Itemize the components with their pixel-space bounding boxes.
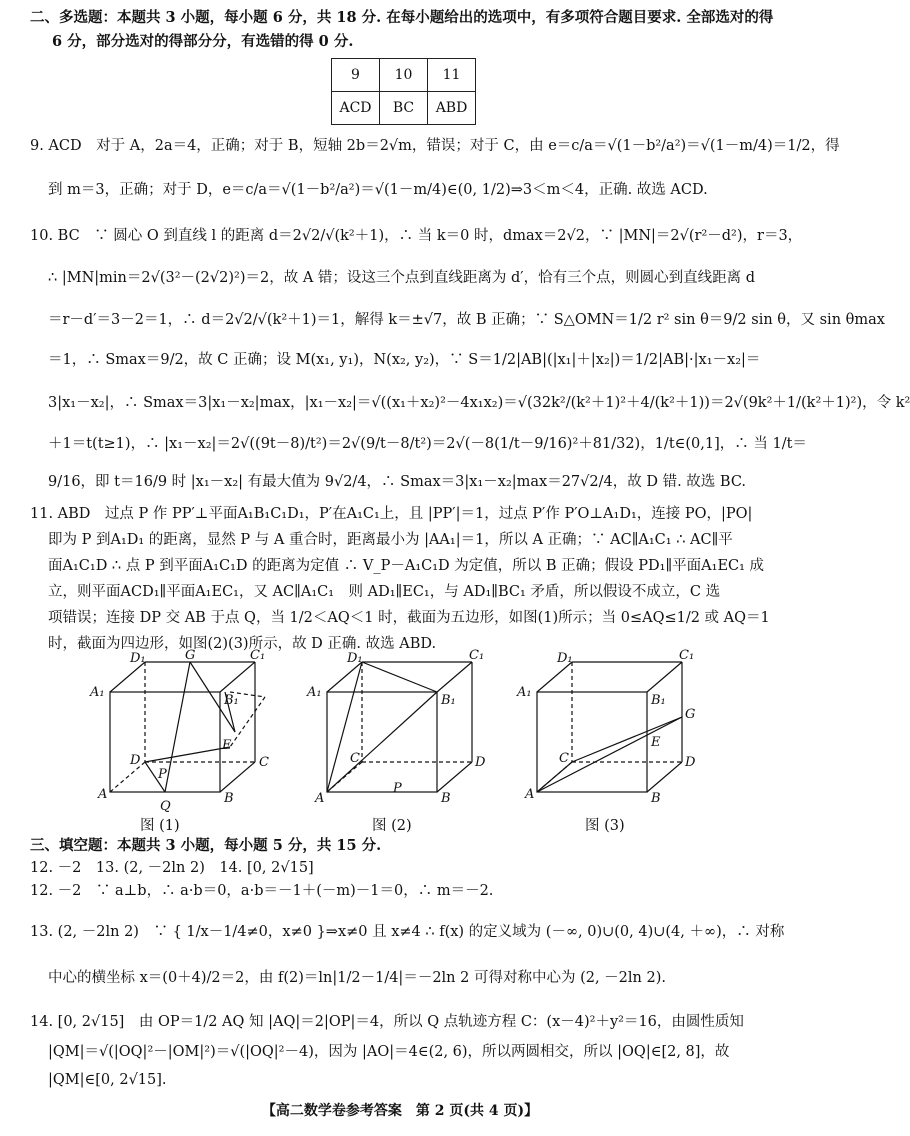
- figure-2-vertex-label: B₁: [441, 693, 456, 708]
- figure-2-vertex-label: A₁: [307, 685, 322, 700]
- figure-1-vertex-label: Q: [160, 799, 171, 814]
- cube-figure-3: [515, 648, 715, 817]
- q9-line: 9. ACD 对于 A，2a＝4，正确；对于 B，短轴 2b＝2√m，错误；对于 C，由 e＝c/a＝√(1－b²/a²)＝√(1－m/4)＝1/2，得: [30, 138, 840, 154]
- figure-1-vertex-label: A: [98, 787, 108, 802]
- figure-1-vertex-label: C₁: [250, 648, 266, 663]
- figure-3-vertex-label: C₁: [679, 648, 695, 663]
- q13-line: 13. (2, －2ln 2) ∵ { 1/x－1/4≠0，x≠0 }⇒x≠0 且 x≠4 ∴ f(x) 的定义域为 (－∞, 0)∪(0, 4)∪(4, ＋∞)，∴ 对称: [30, 924, 785, 940]
- q11-line: 项错误；连接 DP 交 AB 于点 Q，当 1/2＜AQ＜1 时，截面为五边形，如图(1)所示；当 0≤AQ≤1/2 或 AQ＝1: [48, 610, 770, 626]
- figure-1-vertex-label: A₁: [90, 685, 105, 700]
- q13-line: 中心的横坐标 x＝(0＋4)/2＝2，由 f(2)＝ln|1/2－1/4|＝－2ln 2 可得对称中心为 (2, －2ln 2).: [48, 970, 666, 986]
- figure-3-vertex-label: D₁: [557, 651, 573, 666]
- table-cell-num: 10: [380, 59, 428, 92]
- q10-line: ＋1＝t(t≥1)，∴ |x₁－x₂|＝2√((9t－8)/t²)＝2√(9/t－8/t²)＝2√(－8(1/t－9/16)²＋81/32)，1/t∈(0,1]，∴ 当 1/t＝: [48, 436, 807, 452]
- figure-3-caption: 图 (3): [585, 818, 625, 834]
- figure-3-vertex-label: A: [525, 787, 535, 802]
- page-footer: 【高二数学卷参考答案 第 2 页(共 4 页)】: [261, 1103, 539, 1119]
- figure-2-vertex-label: B: [441, 791, 451, 806]
- table-cell-answer: ABD: [428, 92, 476, 125]
- q9-line: 到 m＝3，正确；对于 D，e＝c/a＝√(1－b²/a²)＝√(1－m/4)∈(0, 1/2)⇒3＜m＜4，正确. 故选 ACD.: [48, 182, 708, 198]
- section3-answers: 12. －2 13. (2, －2ln 2) 14. [0, 2√15]: [30, 860, 314, 876]
- figure-2-caption: 图 (2): [372, 818, 412, 834]
- q10-line: ∴ |MN|min＝2√(3²－(2√2)²)＝2，故 A 错；设这三个点到直线距离为 d′，恰有三个点，则圆心到直线距离 d: [48, 270, 755, 286]
- q11-line: 时，截面为四边形，如图(2)(3)所示，故 D 正确. 故选 ABD.: [48, 636, 437, 652]
- table-cell-answer: BC: [380, 92, 428, 125]
- q14-line: |QM|＝√(|OQ|²－|OM|²)＝√(|OQ|²－4)，因为 |AO|＝4∈(2, 6)，所以两圆相交，所以 |OQ|∈[2, 8]，故: [48, 1044, 730, 1060]
- cube-figure-1: [90, 648, 290, 817]
- q11-line: 面A₁C₁D ∴ 点 P 到平面A₁C₁D 的距离为定值 ∴ V_P－A₁C₁D 为定值，所以 B 正确；假设 PD₁∥平面A₁EC₁ 成: [48, 558, 765, 574]
- figure-1-vertex-label: D₁: [130, 651, 146, 666]
- table-cell-num: 11: [428, 59, 476, 92]
- cube-figure-2: [305, 648, 495, 817]
- q11-line: 即为 P 到A₁D₁ 的距离，显然 P 与 A 重合时，距离最小为 |AA₁|＝1，所以 A 正确；∵ AC∥A₁C₁ ∴ AC∥平: [48, 532, 733, 548]
- answer-table: [331, 58, 476, 125]
- figure-2-vertex-label: D: [475, 755, 486, 770]
- figure-3-vertex-label: E: [651, 735, 661, 750]
- table-cell-num: 9: [332, 59, 380, 92]
- section2-heading: 二、多选题：本题共 3 小题，每小题 6 分，共 18 分. 在每小题给出的选项中，有多项符合题目要求. 全部选对的得: [30, 9, 774, 26]
- figure-1-vertex-label: B₁: [224, 693, 239, 708]
- figure-3-vertex-label: D: [685, 755, 696, 770]
- q10-line: ＝1，∴ Smax＝9/2，故 C 正确；设 M(x₁, y₁)，N(x₂, y₂)，∵ S＝1/2|AB|(|x₁|＋|x₂|)＝1/2|AB|·|x₁－x₂|＝: [48, 352, 761, 368]
- q14-line: 14. [0, 2√15] 由 OP＝1/2 AQ 知 |AQ|＝2|OP|＝4，所以 Q 点轨迹方程 C：(x－4)²＋y²＝16，由圆性质知: [30, 1014, 744, 1030]
- figure-2-vertex-label: C₁: [469, 648, 485, 663]
- figure-3-vertex-label: C: [559, 751, 569, 766]
- figure-1-vertex-label: C: [259, 755, 269, 770]
- figure-1-caption: 图 (1): [140, 818, 180, 834]
- figure-3-vertex-label: B₁: [651, 693, 666, 708]
- figure-2-vertex-label: A: [315, 791, 325, 806]
- figure-2-vertex-label: D₁: [347, 651, 363, 666]
- q11-line: 11. ABD 过点 P 作 PP′⊥平面A₁B₁C₁D₁，P′在A₁C₁上，且 |PP′|＝1，过点 P′作 P′O⊥A₁D₁，连接 PO，|PO|: [30, 506, 753, 522]
- q10-line: 9/16，即 t＝16/9 时 |x₁－x₂| 有最大值为 9√2/4，∴ Smax＝3|x₁－x₂|max＝27√2/4，故 D 错. 故选 BC.: [48, 474, 747, 490]
- table-cell-answer: ACD: [332, 92, 380, 125]
- figure-1-vertex-label: G: [185, 648, 196, 663]
- figure-2-vertex-label: C: [350, 751, 360, 766]
- figure-1-vertex-label: E: [222, 738, 232, 753]
- q14-line: |QM|∈[0, 2√15].: [48, 1072, 167, 1088]
- section2-heading-cont: 6 分，部分选对的得部分分，有选错的得 0 分.: [52, 33, 354, 50]
- figure-2-vertex-label: P: [393, 781, 402, 796]
- q10-line: ＝r－d′＝3－2＝1，∴ d＝2√2/√(k²＋1)＝1，解得 k＝±√7，故 B 正确；∵ S△OMN＝1/2 r² sin θ＝9/2 sin θ，又 sin θmax: [48, 312, 885, 328]
- section3-heading: 三、填空题：本题共 3 小题，每小题 5 分，共 15 分.: [30, 837, 382, 854]
- figure-3-vertex-label: B: [651, 791, 661, 806]
- q12-line: 12. －2 ∵ a⊥b，∴ a·b＝0，a·b＝－1＋(－m)－1＝0，∴ m＝－2.: [30, 883, 494, 899]
- figure-3-vertex-label: A₁: [517, 685, 532, 700]
- q10-line: 3|x₁－x₂|，∴ Smax＝3|x₁－x₂|max，|x₁－x₂|＝√((x₁＋x₂)²－4x₁x₂)＝√(32k²/(k²＋1)²＋4/(k²＋1))＝2√(9k²＋1/(k²＋1)²)，令 k²: [48, 395, 910, 411]
- figure-1-vertex-label: P: [158, 767, 167, 782]
- figure-1-vertex-label: D: [130, 753, 141, 768]
- figure-1-vertex-label: B: [224, 791, 234, 806]
- q10-line: 10. BC ∵ 圆心 O 到直线 l 的距离 d＝2√2/√(k²＋1)，∴ 当 k＝0 时，dmax＝2√2，∵ |MN|＝2√(r²－d²)，r＝3，: [30, 228, 803, 244]
- q11-line: 立，则平面ACD₁∥平面A₁EC₁，又 AC∥A₁C₁ 则 AD₁∥EC₁，与 AD₁∥BC₁ 矛盾，所以假设不成立，C 选: [48, 584, 721, 600]
- figure-3-vertex-label: G: [685, 707, 696, 722]
